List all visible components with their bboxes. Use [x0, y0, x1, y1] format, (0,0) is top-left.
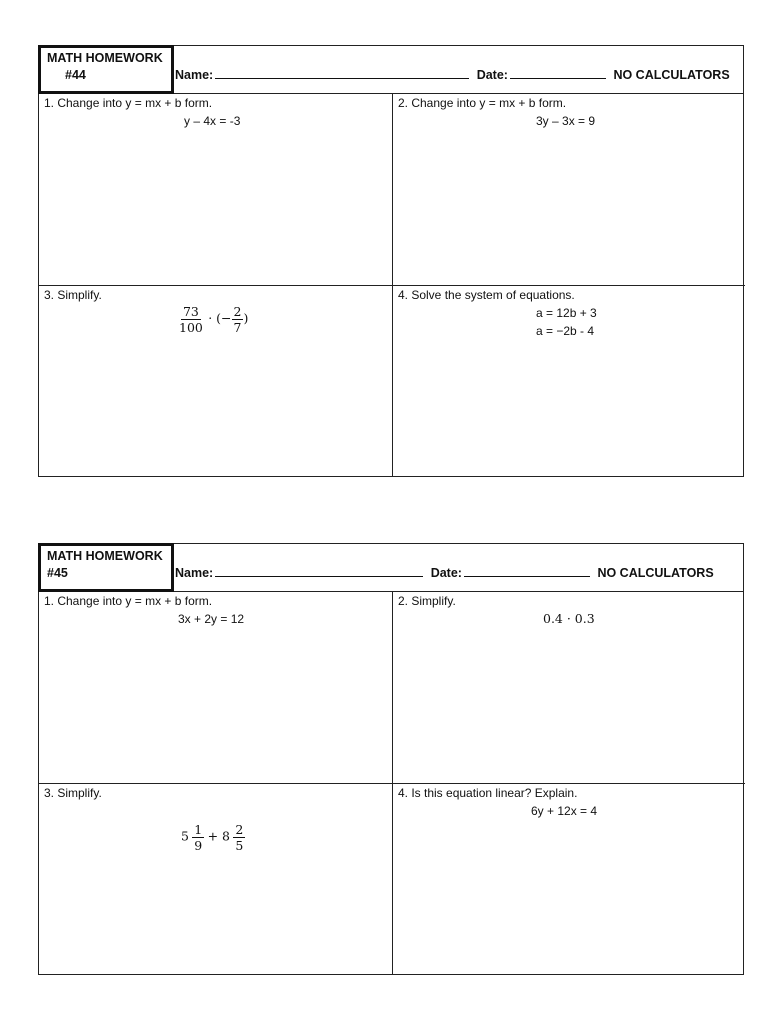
mixed-number-expression: 5 $\frac{1}{9}$ + 8 $\frac{2}{5}$	[181, 822, 244, 853]
sheet-header	[38, 543, 744, 591]
sheet-header	[38, 45, 744, 93]
header-fields	[175, 67, 730, 82]
problem-prompt: 2. Change into y = mx + b form.	[398, 96, 567, 110]
homework-sheet-44	[38, 45, 744, 477]
problem-grid	[38, 591, 744, 975]
problem-1	[39, 592, 392, 783]
date-blank[interactable]	[464, 565, 590, 577]
sheet-title: MATH HOMEWORK	[47, 51, 163, 65]
date-label: Date:	[476, 68, 508, 82]
fraction: $\frac{2}{5}$	[235, 822, 244, 853]
problem-prompt: 4. Solve the system of equations.	[398, 288, 575, 302]
fraction: $\frac{1}{9}$	[194, 822, 203, 853]
name-blank[interactable]	[215, 67, 469, 79]
problem-2	[392, 94, 745, 285]
problem-grid	[38, 93, 744, 477]
equation: a = 12b + 3	[536, 306, 597, 320]
sheet-number: #45	[47, 566, 68, 580]
sheet-number: #44	[65, 68, 86, 82]
equation: y – 4x = -3	[184, 114, 241, 128]
title-box	[38, 543, 174, 592]
equation: 3x + 2y = 12	[178, 612, 245, 626]
problem-4	[392, 783, 745, 974]
name-label: Name:	[175, 566, 214, 580]
problem-4	[392, 285, 745, 476]
problem-prompt: 1. Change into y = mx + b form.	[44, 594, 213, 608]
equation: 3y – 3x = 9	[536, 114, 596, 128]
problem-3	[39, 285, 392, 476]
header-fields	[175, 565, 714, 580]
no-calculators-note: NO CALCULATORS	[597, 566, 714, 580]
sheet-title: MATH HOMEWORK	[47, 549, 163, 563]
name-label: Name:	[175, 68, 214, 82]
fraction: $\frac{73}{100}$	[179, 304, 203, 335]
problem-prompt: 3. Simplify.	[44, 288, 102, 302]
problem-prompt: 1. Change into y = mx + b form.	[44, 96, 213, 110]
fraction: $\frac{2}{7}$	[233, 304, 242, 335]
problem-prompt: 4. Is this equation linear? Explain.	[398, 786, 578, 800]
date-label: Date:	[430, 566, 462, 580]
equation: 6y + 12x = 4	[531, 804, 598, 818]
equation: a = −2b - 4	[536, 324, 595, 338]
no-calculators-note: NO CALCULATORS	[613, 68, 730, 82]
problem-2	[392, 592, 745, 783]
problem-prompt: 3. Simplify.	[44, 786, 102, 800]
expression: 0.4 · 0.3	[543, 611, 595, 626]
homework-sheet-45	[38, 543, 744, 975]
date-blank[interactable]	[510, 67, 606, 79]
name-blank[interactable]	[215, 565, 423, 577]
problem-1	[39, 94, 392, 285]
problem-3	[39, 783, 392, 974]
fraction-expression: $\frac{73}{100}$ · (− $\frac{2}{7}$ )	[179, 304, 249, 335]
problem-prompt: 2. Simplify.	[398, 594, 456, 608]
title-box	[38, 45, 174, 94]
